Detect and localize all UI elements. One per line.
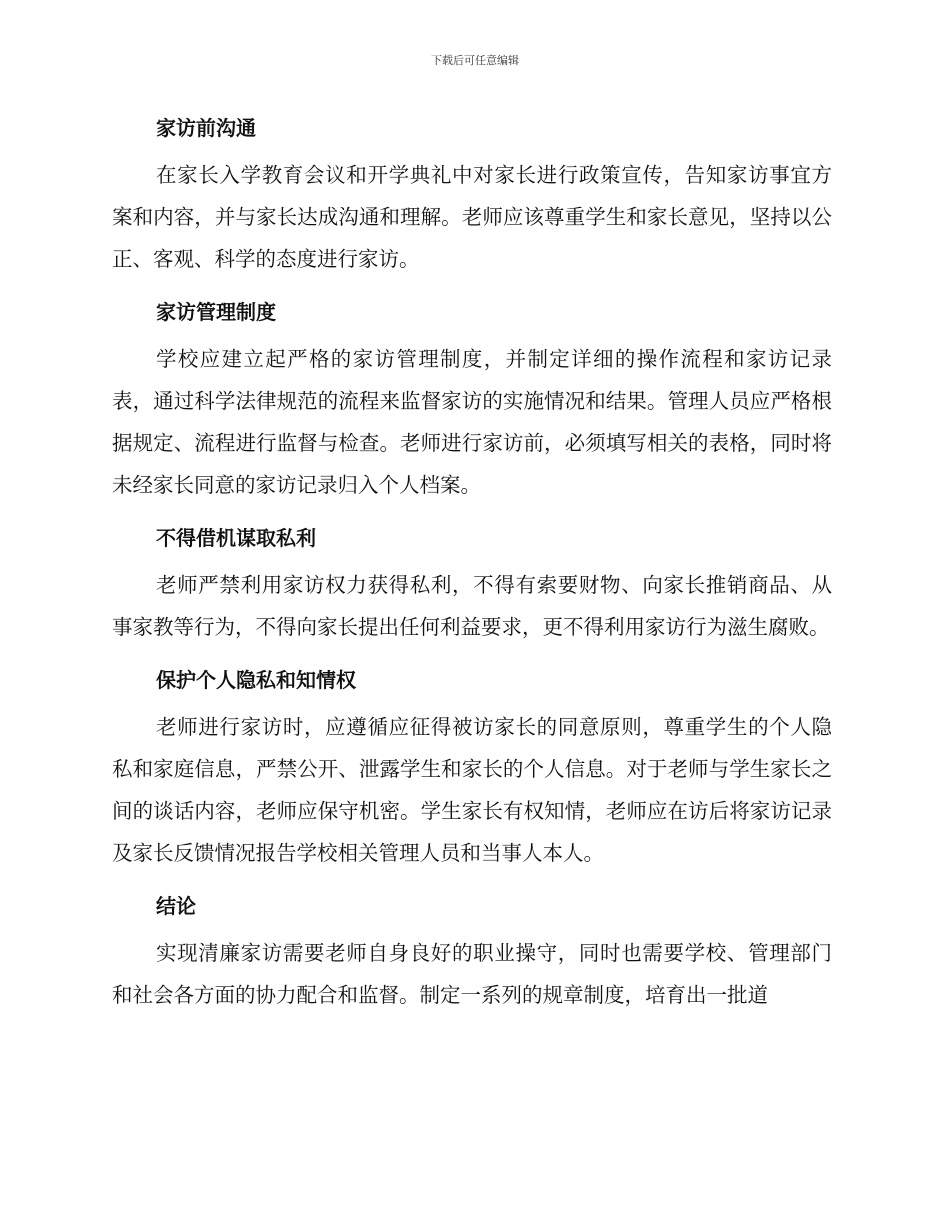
section-privacy-and-right-to-know: [112, 660, 832, 874]
section-paragraph: 老师严禁利用家访权力获得私利，不得有索要财物、向家长推销商品、从事家教等行为，不得向家长提出任何利益要求，更不得利用家访行为滋生腐败。: [112, 573, 832, 639]
section-heading: 家访管理制度: [156, 300, 276, 324]
section-heading: 结论: [156, 894, 196, 918]
section-conclusion: [112, 886, 832, 1016]
section-heading: 不得借机谋取私利: [156, 526, 316, 550]
section-paragraph: 实现清廉家访需要老师自身良好的职业操守，同时也需要学校、管理部门和社会各方面的协力配合和监督。制定一系列的规章制度，培育出一批道: [112, 941, 832, 1007]
section-pre-visit-communication: [112, 108, 832, 280]
section-paragraph: 学校应建立起严格的家访管理制度，并制定详细的操作流程和家访记录表，通过科学法律规范的流程来监督家访的实施情况和结果。管理人员应严格根据规定、流程进行监督与检查。老师进行家访前，必须填写相关的表格，同时将未经家长同意的家访记录归入个人档案。: [112, 347, 832, 497]
section-visit-management-system: [112, 292, 832, 506]
section-paragraph: 在家长入学教育会议和开学典礼中对家长进行政策宣传，告知家访事宜方案和内容，并与家长达成沟通和理解。老师应该尊重学生和家长意见，坚持以公正、客观、科学的态度进行家访。: [112, 163, 832, 271]
section-heading: 保护个人隐私和知情权: [156, 668, 356, 692]
section-no-personal-gain: [112, 518, 832, 648]
document-body: [112, 108, 832, 1028]
section-paragraph: 老师进行家访时，应遵循应征得被访家长的同意原则，尊重学生的个人隐私和家庭信息，严禁公开、泄露学生和家长的个人信息。对于老师与学生家长之间的谈话内容，老师应保守机密。学生家长有权知情，老师应在访后将家访记录及家长反馈情况报告学校相关管理人员和当事人本人。: [112, 715, 832, 865]
page-header-caption: 下载后可任意编辑: [431, 54, 519, 67]
section-heading: 家访前沟通: [156, 116, 256, 140]
